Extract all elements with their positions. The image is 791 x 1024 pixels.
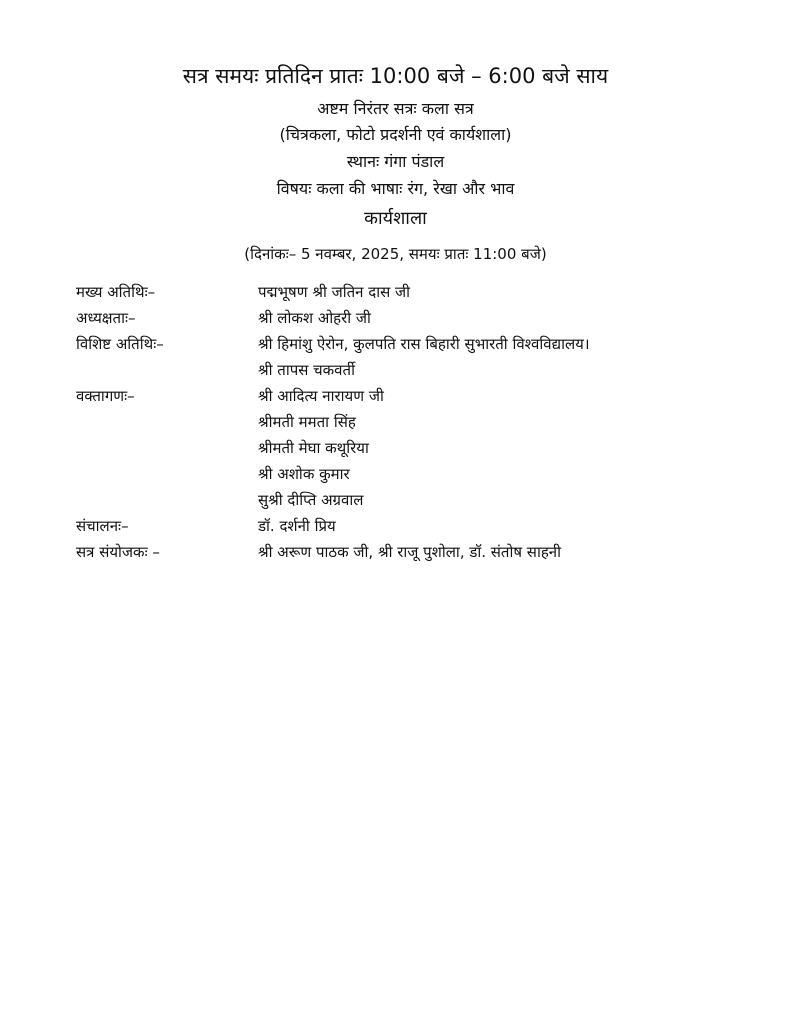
row-label: सत्र संयोजकः – [76,543,160,561]
session-name: अष्टम निरंतर सत्रः कला सत्र [317,99,474,118]
row-speaker-2 [0,412,791,438]
row-speaker-5 [0,490,791,516]
row-value: डॉ. दर्शनी प्रिय [258,517,336,535]
row-special-guest [0,334,791,360]
row-convenors [0,542,791,568]
row-special-guest-2 [0,360,791,386]
row-label: अध्यक्षताः– [76,309,136,327]
theme: विषयः कला की भाषाः रंग, रेखा और भाव [276,179,515,198]
date-time: (दिनांकः– 5 नवम्बर, 2025, समयः प्रातः 11:00 बजे) [244,245,547,263]
row-value: सुश्री दीप्ति अग्रवाल [258,491,364,509]
row-moderator [0,516,791,542]
row-value: श्रीमती मेघा कथूरिया [258,439,369,457]
workshop-heading: कार्यशाला [364,208,427,229]
row-chief-guest [0,282,791,308]
row-value: श्री आदित्य नारायण जी [258,387,384,405]
row-value: श्री तापस चकवर्ती [258,361,355,379]
session-description: (चित्रकला, फोटो प्रदर्शनी एवं कार्यशाला) [279,125,512,144]
row-value: श्री अरूण पाठक जी, श्री राजू पुशोला, डॉ. संतोष साहनी [258,543,562,561]
venue: स्थानः गंगा पंडाल [346,152,445,171]
row-presiding [0,308,791,334]
row-value: श्रीमती ममता सिंह [258,413,356,431]
row-value: श्री हिमांशु ऐरोन, कुलपति रास बिहारी सुभारती विश्वविद्यालय। [258,335,590,353]
row-value: श्री लोकश ओहरी जी [258,309,371,327]
row-speaker-3 [0,438,791,464]
session-time-title: सत्र समयः प्रतिदिन प्रातः 10:00 बजे – 6:00 बजे साय [182,64,609,88]
row-label: वक्तागणः– [76,387,135,405]
participants-list [0,282,791,568]
row-value: पद्मभूषण श्री जतिन दास जी [258,283,411,301]
row-speaker-4 [0,464,791,490]
row-label: विशिष्ट अतिथिः– [76,335,164,353]
row-value: श्री अशोक कुमार [258,465,350,483]
row-label: संचालनः– [76,517,129,535]
row-speakers [0,386,791,412]
row-label: मख्य अतिथिः– [76,283,156,301]
